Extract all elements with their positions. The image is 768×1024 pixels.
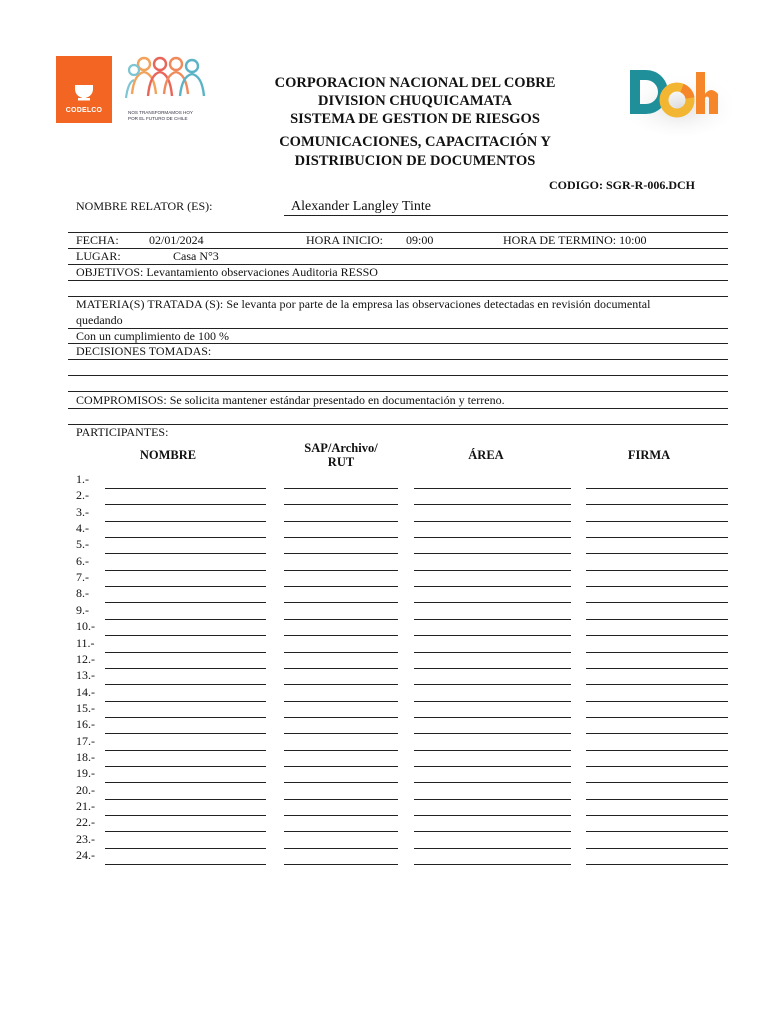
participant-row-number: 20.- [76, 782, 95, 797]
participant-firma-field[interactable] [586, 799, 728, 800]
fecha-label: FECHA: [76, 233, 119, 247]
participant-sap-field[interactable] [284, 831, 398, 832]
participant-area-field[interactable] [414, 733, 571, 734]
participant-firma-field[interactable] [586, 864, 728, 865]
participant-nombre-field[interactable] [105, 766, 266, 767]
column-header-sap [282, 441, 400, 469]
participant-sap-field[interactable] [284, 537, 398, 538]
codelco-emblem-icon [72, 83, 96, 101]
participant-area-field[interactable] [414, 717, 571, 718]
header-line-5: DISTRIBUCION DE DOCUMENTOS [294, 153, 536, 169]
participant-row-number: 13.- [76, 668, 95, 683]
participant-area-field[interactable] [414, 831, 571, 832]
participant-area-field[interactable] [414, 586, 571, 587]
participant-area-field[interactable] [414, 668, 571, 669]
participant-sap-field[interactable] [284, 750, 398, 751]
lugar-value[interactable]: Casa N°3 [173, 249, 219, 263]
relator-value[interactable]: Alexander Langley Tinte [291, 199, 431, 214]
participant-row-number: 17.- [76, 733, 95, 748]
participant-row-number: 19.- [76, 766, 95, 781]
participant-firma-field[interactable] [586, 619, 728, 620]
participant-sap-field[interactable] [284, 733, 398, 734]
participant-area-field[interactable] [414, 619, 571, 620]
participant-sap-field[interactable] [284, 864, 398, 865]
participant-nombre-field[interactable] [105, 701, 266, 702]
participant-row-number: 4.- [76, 521, 89, 536]
participant-row-number: 21.- [76, 799, 95, 813]
column-header-firma: FIRMA [627, 448, 671, 462]
participant-area-field[interactable] [414, 848, 571, 849]
participant-area-field[interactable] [414, 684, 571, 685]
header-line-4: COMUNICACIONES, CAPACITACIÓN Y [279, 134, 551, 150]
participant-sap-field[interactable] [284, 848, 398, 849]
participant-firma-field[interactable] [586, 586, 728, 587]
participant-nombre-field[interactable] [105, 733, 266, 734]
participant-nombre-field[interactable] [105, 799, 266, 800]
participant-nombre-field[interactable] [105, 717, 266, 718]
participant-firma-field[interactable] [586, 553, 728, 554]
hora-termino[interactable]: HORA DE TERMINO: 10:00 [503, 233, 647, 247]
participant-area-field[interactable] [414, 553, 571, 554]
relator-underline [284, 215, 728, 216]
document-code: CODIGO: SGR-R-006.DCH [549, 178, 695, 192]
participant-row-number: 5.- [76, 537, 89, 552]
column-header-nombre: NOMBRE [139, 448, 197, 462]
participant-firma-field[interactable] [586, 537, 728, 538]
codelco-logo [56, 56, 112, 123]
objetivos-text[interactable]: OBJETIVOS: Levantamiento observaciones Auditoria RESSO [76, 265, 378, 279]
participant-sap-field[interactable] [284, 602, 398, 603]
participant-sap-field[interactable] [284, 586, 398, 587]
participant-nombre-field[interactable] [105, 570, 266, 571]
participant-firma-field[interactable] [586, 652, 728, 653]
header-line-1: CORPORACION NACIONAL DEL COBRE [274, 75, 556, 91]
participant-nombre-field[interactable] [105, 684, 266, 685]
participant-area-field[interactable] [414, 570, 571, 571]
relator-label: NOMBRE RELATOR (ES): [76, 199, 213, 213]
participant-sap-field[interactable] [284, 619, 398, 620]
participant-row-number: 2.- [76, 488, 89, 503]
logo-caption [128, 110, 193, 121]
participant-nombre-field[interactable] [105, 815, 266, 816]
participant-sap-field[interactable] [284, 504, 398, 505]
divider [68, 408, 728, 409]
participant-firma-field[interactable] [586, 570, 728, 571]
participant-firma-field[interactable] [586, 684, 728, 685]
participant-firma-field[interactable] [586, 733, 728, 734]
participant-area-field[interactable] [414, 701, 571, 702]
participant-sap-field[interactable] [284, 684, 398, 685]
participant-area-field[interactable] [414, 750, 571, 751]
divider [68, 248, 728, 249]
participant-nombre-field[interactable] [105, 831, 266, 832]
divider [68, 280, 728, 281]
participant-nombre-field[interactable] [105, 668, 266, 669]
participant-nombre-field[interactable] [105, 488, 266, 489]
divider [68, 359, 728, 360]
participant-area-field[interactable] [414, 815, 571, 816]
participant-row-number: 15.- [76, 700, 95, 715]
participant-nombre-field[interactable] [105, 782, 266, 783]
nos-transformamos-logo [124, 54, 208, 124]
participant-sap-field[interactable] [284, 799, 398, 800]
participant-area-field[interactable] [414, 635, 571, 636]
materia-line-2[interactable]: quedando [76, 313, 123, 327]
dch-logo-icon [620, 60, 732, 136]
participant-area-field[interactable] [414, 766, 571, 767]
participant-firma-field[interactable] [586, 668, 728, 669]
participant-sap-field[interactable] [284, 668, 398, 669]
participant-area-field[interactable] [414, 602, 571, 603]
participant-row-number: 7.- [76, 570, 89, 585]
participant-sap-field[interactable] [284, 815, 398, 816]
header-line-2: DIVISION CHUQUICAMATA [317, 93, 512, 109]
participant-firma-field[interactable] [586, 750, 728, 751]
participant-firma-field[interactable] [586, 635, 728, 636]
participant-row-number: 8.- [76, 586, 89, 601]
participant-firma-field[interactable] [586, 782, 728, 783]
participant-nombre-field[interactable] [105, 635, 266, 636]
participant-nombre-field[interactable] [105, 602, 266, 603]
participant-sap-field[interactable] [284, 635, 398, 636]
participant-row-number: 16.- [76, 717, 95, 732]
participant-nombre-field[interactable] [105, 864, 266, 865]
participant-row-number: 18.- [76, 749, 95, 764]
lugar-label: LUGAR: [76, 249, 121, 263]
participant-sap-field[interactable] [284, 717, 398, 718]
participant-area-field[interactable] [414, 799, 571, 800]
participant-nombre-field[interactable] [105, 848, 266, 849]
participant-row-number: 1.- [76, 472, 89, 486]
participant-firma-field[interactable] [586, 815, 728, 816]
decisiones-label: DECISIONES TOMADAS: [76, 344, 212, 358]
column-header-sap-line-1: SAP/Archivo/ [304, 441, 378, 455]
participant-nombre-field[interactable] [105, 619, 266, 620]
participant-nombre-field[interactable] [105, 521, 266, 522]
participant-nombre-field[interactable] [105, 504, 266, 505]
participant-sap-field[interactable] [284, 553, 398, 554]
decisiones-blank-line[interactable] [68, 375, 728, 376]
logo-caption-line-1: NOS TRANSFORMAMOS HOY [128, 110, 193, 115]
participant-area-field[interactable] [414, 864, 571, 865]
participant-nombre-field[interactable] [105, 586, 266, 587]
participant-sap-field[interactable] [284, 782, 398, 783]
participant-row-number: 22.- [76, 815, 95, 830]
participant-firma-field[interactable] [586, 701, 728, 702]
column-header-area: ÁREA [468, 448, 504, 462]
participant-firma-field[interactable] [586, 488, 728, 489]
participant-firma-field[interactable] [586, 766, 728, 767]
participant-firma-field[interactable] [586, 717, 728, 718]
header-line-3: SISTEMA DE GESTION DE RIESGOS [290, 111, 540, 127]
participant-nombre-field[interactable] [105, 537, 266, 538]
participant-sap-field[interactable] [284, 521, 398, 522]
hora-inicio-value[interactable]: 09:00 [406, 233, 434, 247]
participant-nombre-field[interactable] [105, 750, 266, 751]
participant-area-field[interactable] [414, 537, 571, 538]
participant-sap-field[interactable] [284, 766, 398, 767]
dch-logo [620, 60, 732, 136]
participant-firma-field[interactable] [586, 831, 728, 832]
participant-row-number: 9.- [76, 602, 89, 617]
participant-sap-field[interactable] [284, 701, 398, 702]
participant-firma-field[interactable] [586, 602, 728, 603]
participant-firma-field[interactable] [586, 521, 728, 522]
participant-sap-field[interactable] [284, 488, 398, 489]
divider [68, 391, 728, 392]
participant-nombre-field[interactable] [105, 553, 266, 554]
participant-row-number: 6.- [76, 553, 89, 568]
participant-row-number: 10.- [76, 619, 95, 634]
participant-area-field[interactable] [414, 488, 571, 489]
participantes-label: PARTICIPANTES: [76, 425, 169, 439]
participant-row-number: 14.- [76, 684, 95, 699]
codelco-wordmark: CODELCO [65, 107, 103, 114]
compromisos-text[interactable]: COMPROMISOS: Se solicita mantener estándar presentado en documentación y terreno. [76, 393, 505, 407]
column-header-sap-line-2: RUT [327, 455, 355, 469]
participant-sap-field[interactable] [284, 652, 398, 653]
materia-line-1[interactable]: MATERIA(S) TRATADA (S): Se levanta por parte de la empresa las observaciones detectadas en revisión documental [76, 297, 651, 311]
participant-area-field[interactable] [414, 782, 571, 783]
participant-firma-field[interactable] [586, 848, 728, 849]
people-group-icon [124, 54, 208, 110]
fecha-value[interactable]: 02/01/2024 [149, 233, 204, 247]
participant-area-field[interactable] [414, 521, 571, 522]
participant-row-number: 12.- [76, 651, 95, 666]
logo-caption-line-2: POR EL FUTURO DE CHILE [128, 115, 188, 121]
participant-sap-field[interactable] [284, 570, 398, 571]
participant-row-number: 11.- [76, 635, 95, 650]
participant-row-number: 24.- [76, 848, 95, 863]
participant-firma-field[interactable] [586, 504, 728, 505]
participant-nombre-field[interactable] [105, 652, 266, 653]
participant-area-field[interactable] [414, 652, 571, 653]
participant-row-number: 3.- [76, 504, 89, 519]
hora-inicio-label: HORA INICIO: [306, 233, 383, 247]
participant-row-number: 23.- [76, 831, 95, 846]
participant-area-field[interactable] [414, 504, 571, 505]
materia-line-3[interactable]: Con un cumplimiento de 100 % [76, 329, 229, 343]
